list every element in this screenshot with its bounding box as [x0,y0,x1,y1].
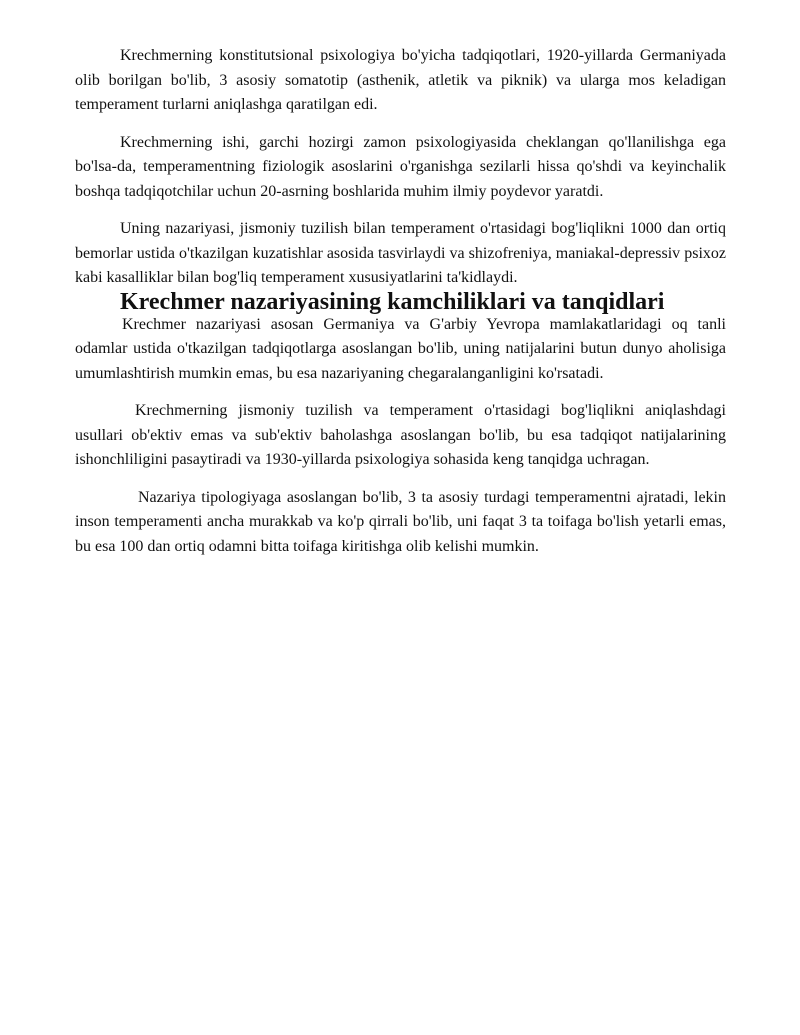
document-page [75,44,726,559]
section-paragraph-2: Krechmerning jismoniy tuzilish va temperament o'rtasidagi bog'liqlikni aniqlashdagi usullari ob'ektiv emas va sub'ektiv baholashga asoslangan bo'lib, bu esa tadqiqot natijalarining ishonchliligini pasaytiradi va 1930-yillarda psixologiya sohasida keng tanqidga uchragan. [75,402,726,468]
section-paragraph-1: Krechmer nazariyasi asosan Germaniya va G'arbiy Yevropa mamlakatlaridagi oq tanli odamlar ustida o'tkazilgan tadqiqotlarga asoslangan bo'lib, uning natijalarini butun dunyo aholisiga umumlashtirish mumkin emas, bu esa nazariyaning chegaralanganligini ko'rsatadi. [75,315,726,382]
paragraph-2: Krechmerning ishi, garchi hozirgi zamon psixologiyasida cheklangan qo'llanilishga ega bo'lsa-da, temperamentning fiziologik asoslarini o'rganishga sezilarli hissa qo'shdi va keyinchalik boshqa tadqiqotchilar uchun 20-asrning boshlarida muhim ilmiy poydevor yaratdi. [75,133,726,200]
section-paragraph-3: Nazariya tipologiyaga asoslangan bo'lib, 3 ta asosiy turdagi temperamentni ajratadi, lekin inson temperamenti ancha murakkab va ko'p qirrali bo'lib, uni faqat 3 ta toifaga bo'lish yetarli emas, bu esa 100 dan ortiq odamni bitta toifaga kiritishga olib kelishi mumkin. [75,488,726,555]
section-heading: Krechmer nazariyasining kamchiliklari va tanqidlari [120,288,665,315]
paragraph-1: Krechmerning konstitutsional psixologiya bo'yicha tadqiqotlari, 1920-yillarda Germaniyada olib borilgan bo'lib, 3 asosiy somatotip (asthenik, atletik va piknik) va ularga mos keladigan temperament turlarni aniqlashga qaratilgan edi. [75,47,726,113]
paragraph-3: Uning nazariyasi, jismoniy tuzilish bilan temperament o'rtasidagi bog'liqlikni 1000 dan ortiq bemorlar ustida o'tkazilgan kuzatishlar asosida tasvirlaydi va shizofreniya, maniakal-depressiv psixoz kabi kasalliklar bilan bog'liq temperament xususiyatlarini ta'kidlaydi. [75,220,726,286]
